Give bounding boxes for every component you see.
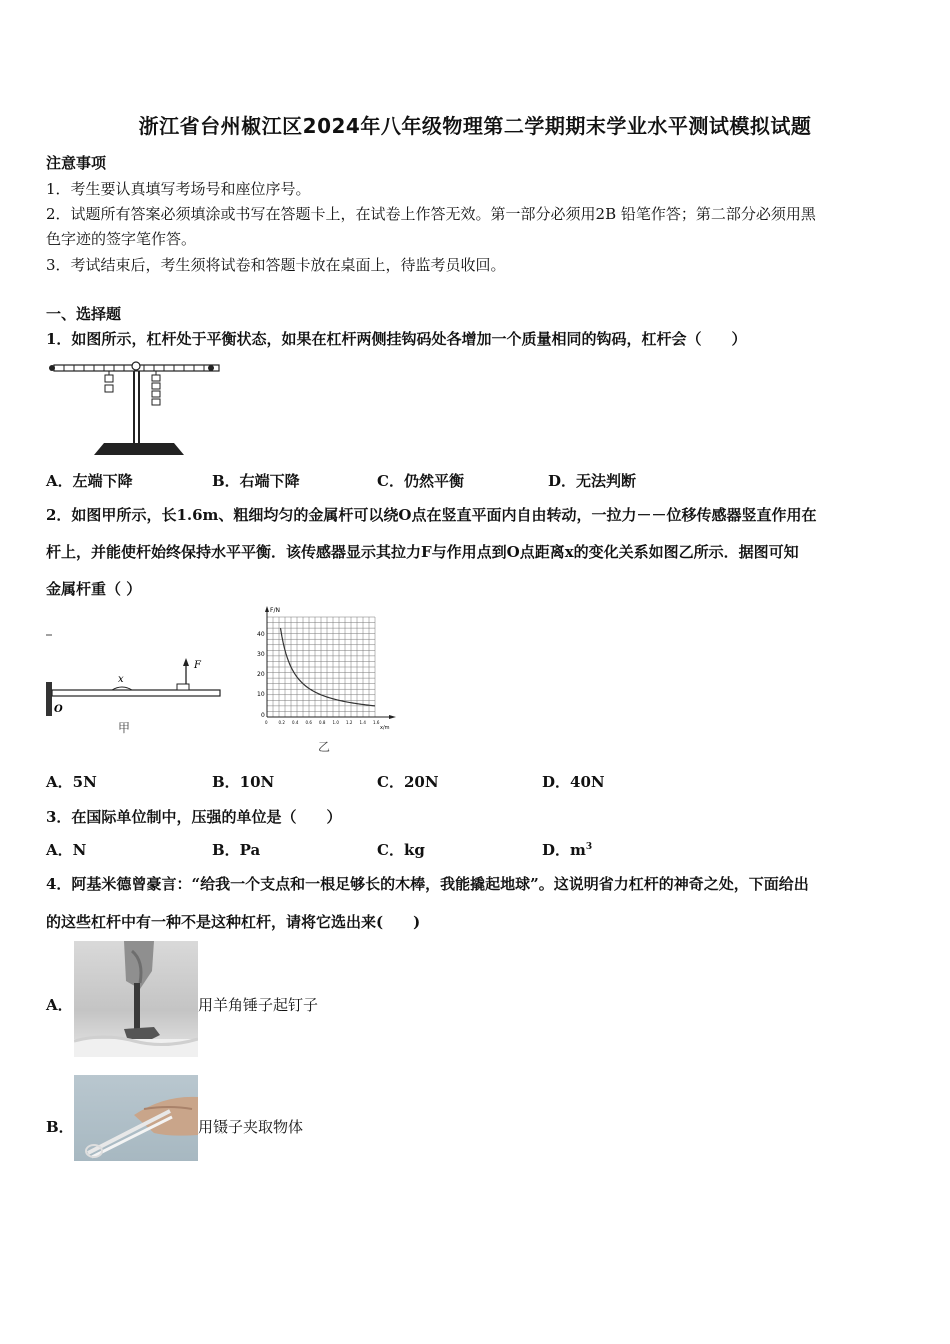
q2-option-c[interactable]: C．20N [377,773,439,791]
lever-figure [44,355,234,460]
q3-option-d-text: D．m [542,841,586,859]
x-axis-label: x/m [380,725,390,731]
y-tick-20: 20 [257,671,265,678]
x-tick-label: 0 [265,720,268,725]
notice-item-3: 3．考试结束后，考生须将试卷和答题卡放在桌面上，待监考员收回。 [46,256,506,274]
q2-option-a[interactable]: A．5N [46,773,97,791]
q3-stem: 3．在国际单位制中，压强的单位是（ ） [46,808,342,826]
q2-stem-line-1: 2．如图甲所示，长1.6m、粗细均匀的金属杆可以绕O点在竖直平面内自由转动，一拉力－－位移传感器竖直作用在 [46,506,817,524]
q2-stem-line-2: 杆上，并能使杆始终保持水平平衡．该传感器显示其拉力F与作用点到O点距离x的变化关系如图乙所示．据图可知 [46,543,799,561]
hammer-photo [74,941,198,1057]
notice-item-1: 1．考生要认真填写考场号和座位序号。 [46,180,311,198]
caption-jia: 甲 [118,721,131,735]
y-tick-10: 10 [257,691,265,698]
label-o: O [54,704,63,715]
page-title: 浙江省台州椒江区2024年八年级物理第二学期期末学业水平测试模拟试题 [138,114,812,138]
y-tick-0: 0 [261,712,265,719]
q3-option-d-sup: 3 [585,842,593,852]
q4-option-a-text: 用羊角锤子起钉子 [198,996,319,1014]
label-f: F [194,660,201,671]
q3-option-d[interactable] [542,839,592,860]
q1-option-a[interactable]: A．左端下降 [46,472,133,490]
q1-option-c[interactable]: C．仍然平衡 [377,472,464,490]
q4-stem-line-2: 的这些杠杆中有一种不是这种杠杆，请将它选出来( ) [46,913,421,931]
q4-stem-line-1: 4．阿基米德曾豪言：“给我一个支点和一根足够长的木棒，我能撬起地球”。这说明省力杠杆的神奇之处，下面给出 [46,875,809,893]
q1-option-d[interactable]: D．无法判断 [548,472,637,490]
q3-option-b[interactable]: B．Pa [212,841,261,859]
x-tick-label: 0.8 [319,720,326,725]
tweezers-photo [74,1075,198,1161]
q2-option-d[interactable]: D．40N [542,773,605,791]
q1-stem: 1．如图所示，杠杆处于平衡状态，如果在杠杆两侧挂钩码处各增加一个质量相同的钩码，杠杆会（ ） [46,330,747,348]
q1-option-b[interactable]: B．右端下降 [212,472,300,490]
x-tick-label: 1.2 [346,720,353,725]
label-x: x [118,674,124,685]
q3-option-c[interactable]: C．kg [377,841,425,859]
y-axis-label: F/N [270,607,280,614]
section-heading: 一、选择题 [46,305,122,323]
q4-option-b-text: 用镊子夹取物体 [198,1118,304,1136]
q4-option-a-label[interactable]: A． [46,996,73,1014]
notice-item-2: 2．试题所有答案必须填涂或书写在答题卡上，在试卷上作答无效。第一部分必须用2B 铅笔作答；第二部分必须用黑 [46,205,816,223]
q4-option-b-label[interactable]: B． [46,1118,74,1136]
q2-option-b[interactable]: B．10N [212,773,275,791]
q3-option-a[interactable]: A．N [46,841,87,859]
x-tick-label: 0.2 [278,720,285,725]
y-tick-30: 30 [257,651,265,658]
caption-yi: 乙 [318,740,331,754]
q2-stem-line-3: 金属杆重（ ） [46,580,142,598]
rod-figure [44,620,229,740]
x-tick-label: 1.0 [332,720,339,725]
notice-item-2-cont: 色字迹的签字笔作答。 [46,230,197,248]
force-distance-graph [252,605,402,755]
x-tick-label: 0.6 [305,720,312,725]
x-tick-label: 1.4 [359,720,366,725]
x-tick-label: 1.6 [373,720,380,725]
notice-heading: 注意事项 [46,154,107,172]
y-tick-40: 40 [257,631,265,638]
x-tick-label: 0.4 [292,720,299,725]
